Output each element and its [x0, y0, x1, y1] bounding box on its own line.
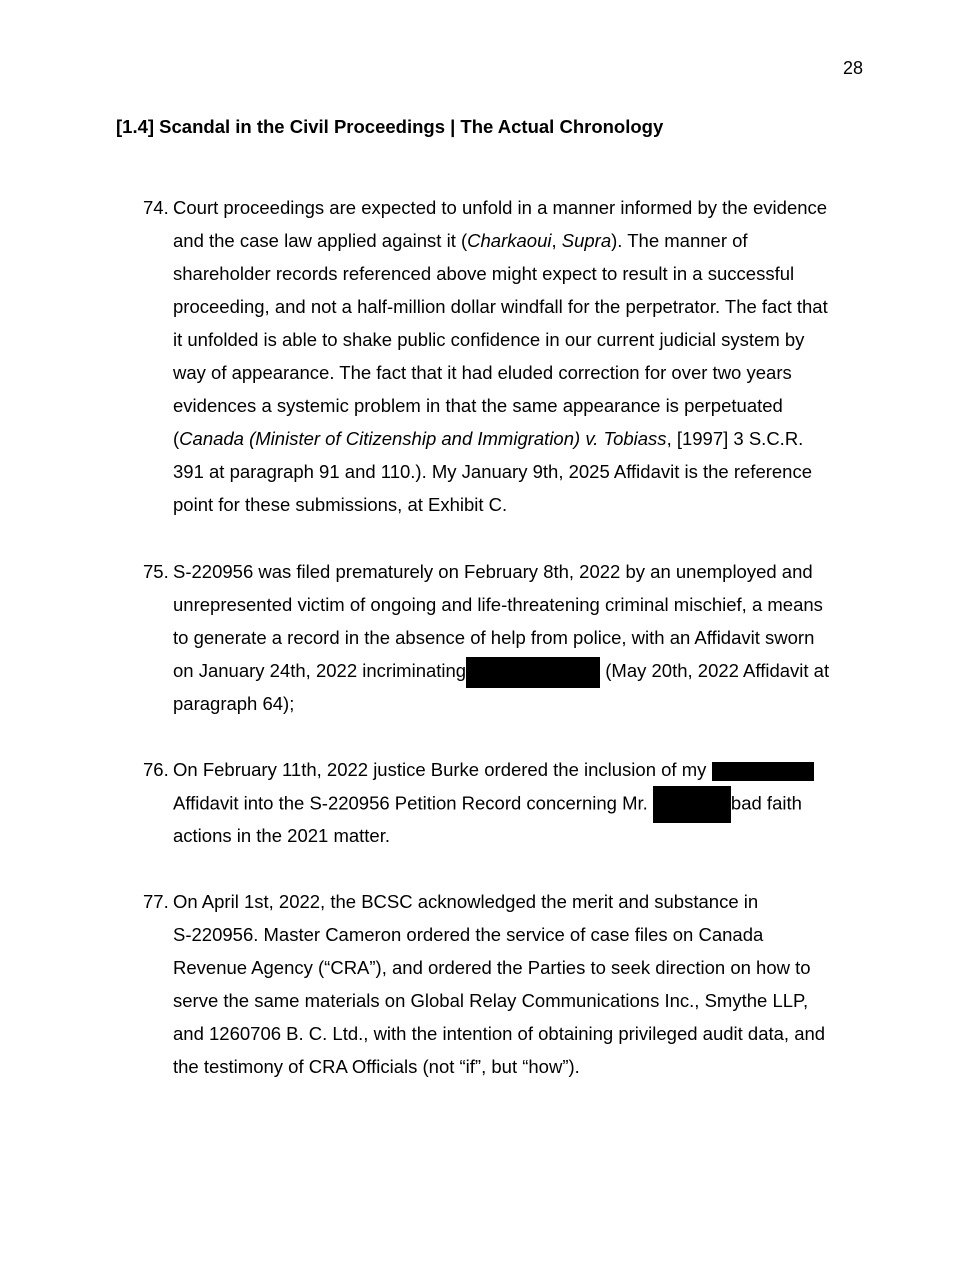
paragraph-text — [173, 753, 873, 852]
redaction-box — [466, 657, 600, 688]
text-run: it unfolded is able to shake public confidence in our current judicial system by — [173, 329, 805, 350]
text-line — [173, 687, 873, 720]
page-number: 28 — [842, 58, 863, 78]
paragraph-text — [173, 885, 873, 1083]
text-line — [173, 918, 873, 951]
text-run: Court proceedings are expected to unfold in a manner informed by the evidence — [173, 197, 828, 218]
paragraph-number: 77. — [143, 891, 169, 912]
text-run: ). The manner of — [611, 230, 748, 251]
text-run: shareholder records referenced above might expect to result in a successful — [173, 263, 795, 284]
text-line — [173, 951, 873, 984]
text-run: to generate a record in the absence of help from police, with an Affidavit sworn — [173, 627, 815, 648]
text-line — [173, 257, 873, 290]
text-run: evidences a systemic problem in that the same appearance is perpetuated — [173, 395, 783, 416]
text-run: , [1997] 3 S.C.R. — [666, 428, 804, 449]
text-run: serve the same materials on Global Relay Communications Inc., Smythe LLP, — [173, 990, 809, 1011]
text-run: On April 1st, 2022, the BCSC acknowledged the merit and substance in — [173, 891, 759, 912]
text-line — [173, 885, 873, 918]
text-line — [173, 290, 873, 323]
text-line — [173, 422, 873, 455]
text-run: and 1260706 B. C. Ltd., with the intention of obtaining privileged audit data, and — [173, 1023, 826, 1044]
text-run: the testimony of CRA Officials (not “if”, but “how”). — [173, 1056, 580, 1077]
text-line — [173, 191, 873, 224]
redaction-box — [653, 786, 731, 823]
text-run: actions in the 2021 matter. — [173, 825, 390, 846]
case-citation-italic: Charkaoui — [467, 230, 552, 251]
text-line — [173, 1017, 873, 1050]
section-heading: [1.4] Scandal in the Civil Proceedings | The Actual Chronology — [116, 116, 664, 137]
text-run: paragraph 64); — [173, 693, 295, 714]
text-run: Revenue Agency (“CRA”), and ordered the Parties to seek direction on how to — [173, 957, 811, 978]
text-line — [173, 654, 873, 687]
paragraph-number: 74. — [143, 197, 169, 218]
text-run: on January 24th, 2022 incriminating — [173, 660, 467, 681]
text-line — [173, 488, 873, 521]
paragraph-number: 76. — [143, 759, 169, 780]
text-line — [173, 819, 873, 852]
text-line — [173, 588, 873, 621]
text-line — [173, 621, 873, 654]
paragraph-text — [173, 555, 873, 720]
text-run: S-220956 was filed prematurely on February 8th, 2022 by an unemployed and — [173, 561, 813, 582]
text-run: Affidavit into the S-220956 Petition Record concerning Mr. — [173, 792, 653, 814]
text-line — [173, 224, 873, 257]
text-line — [173, 356, 873, 389]
text-run: S-220956. Master Cameron ordered the service of case files on Canada — [173, 924, 764, 945]
text-line — [173, 555, 873, 588]
text-line — [173, 323, 873, 356]
paragraph-number: 75. — [143, 561, 169, 582]
text-run: On February 11th, 2022 justice Burke ordered the inclusion of my — [173, 759, 712, 780]
text-line — [173, 984, 873, 1017]
text-line — [173, 753, 873, 786]
text-run: unrepresented victim of ongoing and life-threatening criminal mischief, a means — [173, 594, 823, 615]
text-line — [173, 1050, 873, 1083]
redaction-box — [712, 762, 814, 781]
text-run: point for these submissions, at Exhibit C. — [173, 494, 508, 515]
text-line — [173, 786, 873, 819]
text-run: bad faith — [730, 792, 802, 814]
text-run: proceeding, and not a half-million dollar windfall for the perpetrator. The fact that — [173, 296, 828, 317]
citation-italic: Supra — [561, 230, 612, 251]
text-run: way of appearance. The fact that it had eluded correction for over two years — [173, 362, 792, 383]
paragraph-text — [173, 191, 873, 521]
text-line — [173, 389, 873, 422]
case-citation-italic: Canada (Minister of Citizenship and Immigration) v. Tobiass — [179, 428, 667, 449]
text-line — [173, 455, 873, 488]
text-run: 391 at paragraph 91 and 110.). My January 9th, 2025 Affidavit is the reference — [173, 461, 813, 482]
text-run: , — [551, 230, 562, 251]
text-run: (May 20th, 2022 Affidavit at — [600, 660, 830, 681]
text-run: and the case law applied against it ( — [173, 230, 468, 251]
text-run: ( — [173, 428, 180, 449]
